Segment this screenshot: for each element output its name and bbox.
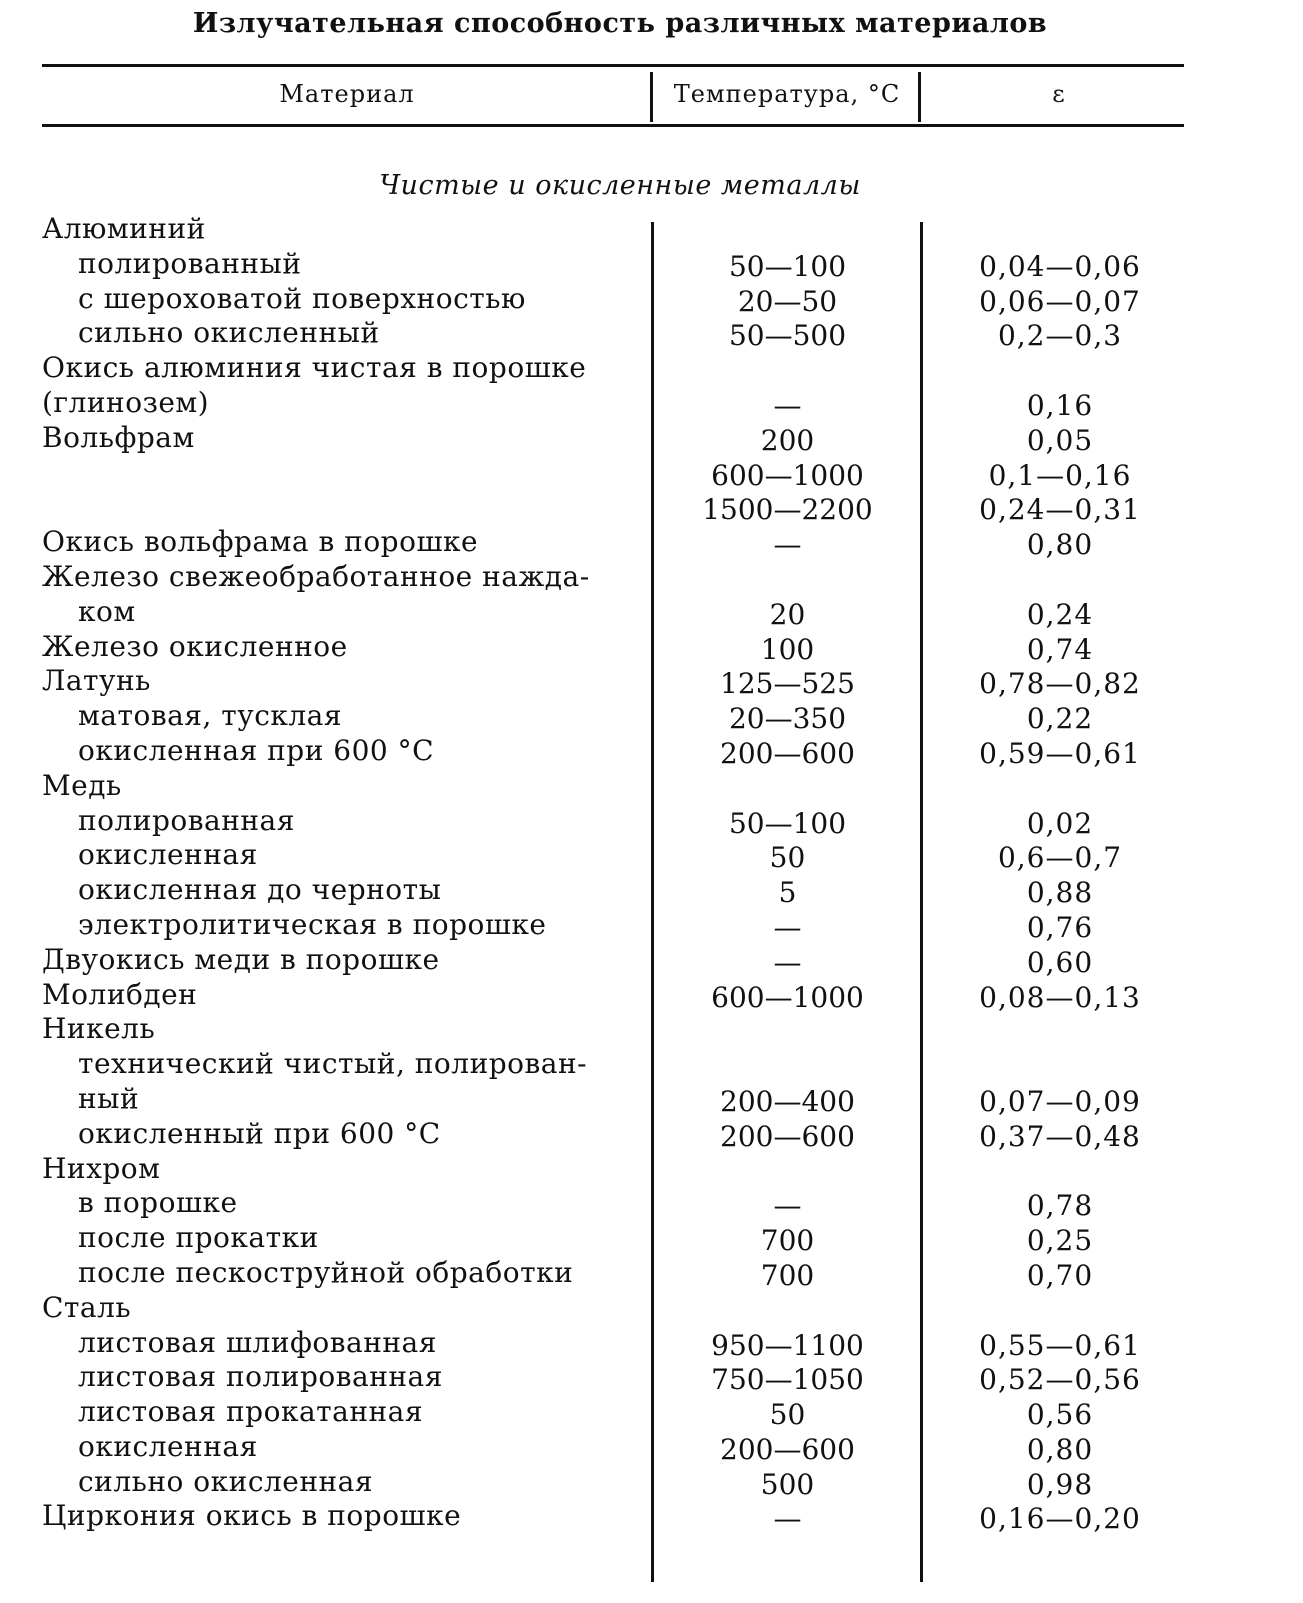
- table-row: [0, 560, 1303, 595]
- table-row: [0, 1499, 1303, 1534]
- temperature-cell: 20—50: [737, 284, 838, 318]
- material-cell: Окись алюминия чистая в порошке: [42, 351, 587, 385]
- temperature-cell: 700: [760, 1258, 815, 1292]
- epsilon-cell: 0,59—0,61: [979, 736, 1141, 770]
- table-row: [0, 316, 1303, 351]
- temperature-cell: —: [773, 388, 802, 422]
- header-temperature: Температура, °С: [673, 80, 901, 108]
- epsilon-cell: 0,24—0,31: [979, 493, 1141, 527]
- temperature-cell: 700: [760, 1224, 815, 1258]
- epsilon-cell: 0,37—0,48: [979, 1119, 1141, 1153]
- epsilon-cell: 0,04—0,06: [979, 249, 1141, 283]
- material-cell: Окись вольфрама в порошке: [42, 525, 479, 559]
- temperature-cell: —: [773, 1502, 802, 1536]
- epsilon-cell: 0,78—0,82: [979, 667, 1141, 701]
- header-material: Материал: [279, 80, 415, 108]
- table-row: [0, 1047, 1303, 1082]
- table-row: [0, 1186, 1303, 1221]
- epsilon-cell: 0,07—0,09: [979, 1084, 1141, 1118]
- table-row: [0, 1012, 1303, 1047]
- material-cell: сильно окисленная: [78, 1464, 374, 1498]
- temperature-cell: 50: [769, 1398, 806, 1432]
- temperature-cell: 500: [760, 1467, 815, 1501]
- epsilon-cell: 0,16—0,20: [979, 1502, 1141, 1536]
- header-separator-2: [918, 72, 921, 122]
- material-cell: Вольфрам: [42, 420, 195, 454]
- temperature-cell: 125—525: [720, 667, 855, 701]
- material-cell: технический чистый, полирован-: [78, 1047, 588, 1081]
- table-row: [0, 421, 1303, 456]
- material-cell: ком: [78, 594, 136, 628]
- material-cell: после прокатки: [78, 1221, 319, 1255]
- table-row: [0, 908, 1303, 943]
- material-cell: полированный: [78, 246, 302, 280]
- table-row: [0, 769, 1303, 804]
- temperature-cell: 200—600: [720, 1119, 855, 1153]
- material-cell: окисленная: [78, 1429, 258, 1463]
- header-separator-1: [650, 72, 653, 122]
- epsilon-cell: 0,02: [1026, 806, 1094, 840]
- table-row: [0, 1291, 1303, 1326]
- material-cell: Латунь: [42, 664, 151, 698]
- material-cell: Железо окисленное: [42, 629, 348, 663]
- material-cell: (глинозем): [42, 385, 210, 419]
- epsilon-cell: 0,52—0,56: [979, 1363, 1141, 1397]
- material-cell: Никель: [42, 1012, 156, 1046]
- material-cell: Нихром: [42, 1151, 161, 1185]
- table-row: [0, 1360, 1303, 1395]
- table-row: [0, 873, 1303, 908]
- material-cell: листовая шлифованная: [78, 1325, 437, 1359]
- header-epsilon: ε: [1052, 80, 1066, 108]
- temperature-cell: 1500—2200: [702, 493, 873, 527]
- temperature-cell: 600—1000: [711, 458, 864, 492]
- table-row: [0, 1256, 1303, 1291]
- material-cell: полированная: [78, 803, 295, 837]
- table-row: [0, 456, 1303, 491]
- material-cell: Двуокись меди в порошке: [42, 942, 440, 976]
- table-row: [0, 595, 1303, 630]
- temperature-cell: 750—1050: [711, 1363, 864, 1397]
- header-top-rule: [42, 64, 1184, 67]
- material-cell: листовая полированная: [78, 1360, 443, 1394]
- temperature-cell: 600—1000: [711, 980, 864, 1014]
- temperature-cell: 50: [769, 841, 806, 875]
- material-cell: Молибден: [42, 977, 198, 1011]
- epsilon-cell: 0,1—0,16: [988, 458, 1132, 492]
- table-row: [0, 838, 1303, 873]
- table-row: [0, 1465, 1303, 1500]
- temperature-cell: 5: [778, 876, 797, 910]
- material-cell: листовая прокатанная: [78, 1395, 424, 1429]
- table-row: [0, 943, 1303, 978]
- table-row: [0, 386, 1303, 421]
- epsilon-cell: 0,98: [1026, 1467, 1094, 1501]
- table-body: [0, 212, 1303, 1534]
- epsilon-cell: 0,6—0,7: [997, 841, 1123, 875]
- epsilon-cell: 0,08—0,13: [979, 980, 1141, 1014]
- epsilon-cell: 0,80: [1026, 528, 1094, 562]
- epsilon-cell: 0,78: [1026, 1189, 1094, 1223]
- material-cell: после пескоструйной обработки: [78, 1255, 574, 1289]
- temperature-cell: 20: [769, 597, 806, 631]
- table-row: [0, 212, 1303, 247]
- material-cell: окисленный при 600 °С: [78, 1116, 441, 1150]
- table-row: [0, 804, 1303, 839]
- table-row: [0, 247, 1303, 282]
- table-row: [0, 1326, 1303, 1361]
- table-row: [0, 664, 1303, 699]
- temperature-cell: 50—500: [728, 319, 847, 353]
- epsilon-cell: 0,88: [1026, 876, 1094, 910]
- table-row: [0, 1430, 1303, 1465]
- epsilon-cell: 0,60: [1026, 945, 1094, 979]
- epsilon-cell: 0,55—0,61: [979, 1328, 1141, 1362]
- temperature-cell: 20—350: [728, 702, 847, 736]
- material-cell: матовая, тусклая: [78, 699, 343, 733]
- temperature-cell: —: [773, 945, 802, 979]
- table-row: [0, 734, 1303, 769]
- material-cell: электролитическая в порошке: [78, 907, 547, 941]
- material-cell: Алюминий: [42, 212, 206, 245]
- temperature-cell: 100: [760, 632, 815, 666]
- material-cell: окисленная при 600 °С: [78, 733, 435, 767]
- material-cell: ный: [78, 1081, 140, 1115]
- material-cell: окисленная до черноты: [78, 873, 442, 907]
- header-bottom-rule: [42, 124, 1184, 127]
- table-row: [0, 351, 1303, 386]
- material-cell: Железо свежеобработанное нажда-: [42, 559, 590, 593]
- temperature-cell: —: [773, 910, 802, 944]
- epsilon-cell: 0,16: [1026, 388, 1094, 422]
- material-cell: сильно окисленный: [78, 316, 380, 350]
- temperature-cell: 50—100: [728, 249, 847, 283]
- table-row: [0, 1082, 1303, 1117]
- table-row: [0, 1221, 1303, 1256]
- epsilon-cell: 0,25: [1026, 1224, 1094, 1258]
- temperature-cell: 200: [760, 423, 815, 457]
- epsilon-cell: 0,2—0,3: [997, 319, 1123, 353]
- epsilon-cell: 0,06—0,07: [979, 284, 1141, 318]
- material-cell: Сталь: [42, 1290, 132, 1324]
- material-cell: Циркония окись в порошке: [42, 1499, 462, 1533]
- table-row: [0, 630, 1303, 665]
- table-row: [0, 1152, 1303, 1187]
- page-title: Излучательная способность различных материалов: [192, 8, 1048, 39]
- epsilon-cell: 0,24: [1026, 597, 1094, 631]
- table-row: [0, 282, 1303, 317]
- temperature-cell: 200—600: [720, 736, 855, 770]
- epsilon-cell: 0,56: [1026, 1398, 1094, 1432]
- epsilon-cell: 0,80: [1026, 1432, 1094, 1466]
- temperature-cell: —: [773, 1189, 802, 1223]
- temperature-cell: 200—600: [720, 1432, 855, 1466]
- table-row: [0, 1117, 1303, 1152]
- material-cell: окисленная: [78, 838, 258, 872]
- epsilon-cell: 0,22: [1026, 702, 1094, 736]
- table-row: [0, 525, 1303, 560]
- epsilon-cell: 0,05: [1026, 423, 1094, 457]
- table-row: [0, 978, 1303, 1013]
- section-title: Чистые и окисленные металлы: [379, 170, 861, 201]
- epsilon-cell: 0,76: [1026, 910, 1094, 944]
- epsilon-cell: 0,74: [1026, 632, 1094, 666]
- temperature-cell: —: [773, 528, 802, 562]
- temperature-cell: 200—400: [720, 1084, 855, 1118]
- material-cell: с шероховатой поверхностью: [78, 281, 526, 315]
- table-row: [0, 1395, 1303, 1430]
- temperature-cell: 950—1100: [711, 1328, 864, 1362]
- material-cell: в порошке: [78, 1186, 238, 1220]
- material-cell: Медь: [42, 768, 122, 802]
- table-row: [0, 699, 1303, 734]
- temperature-cell: 50—100: [728, 806, 847, 840]
- epsilon-cell: 0,70: [1026, 1258, 1094, 1292]
- table-row: [0, 490, 1303, 525]
